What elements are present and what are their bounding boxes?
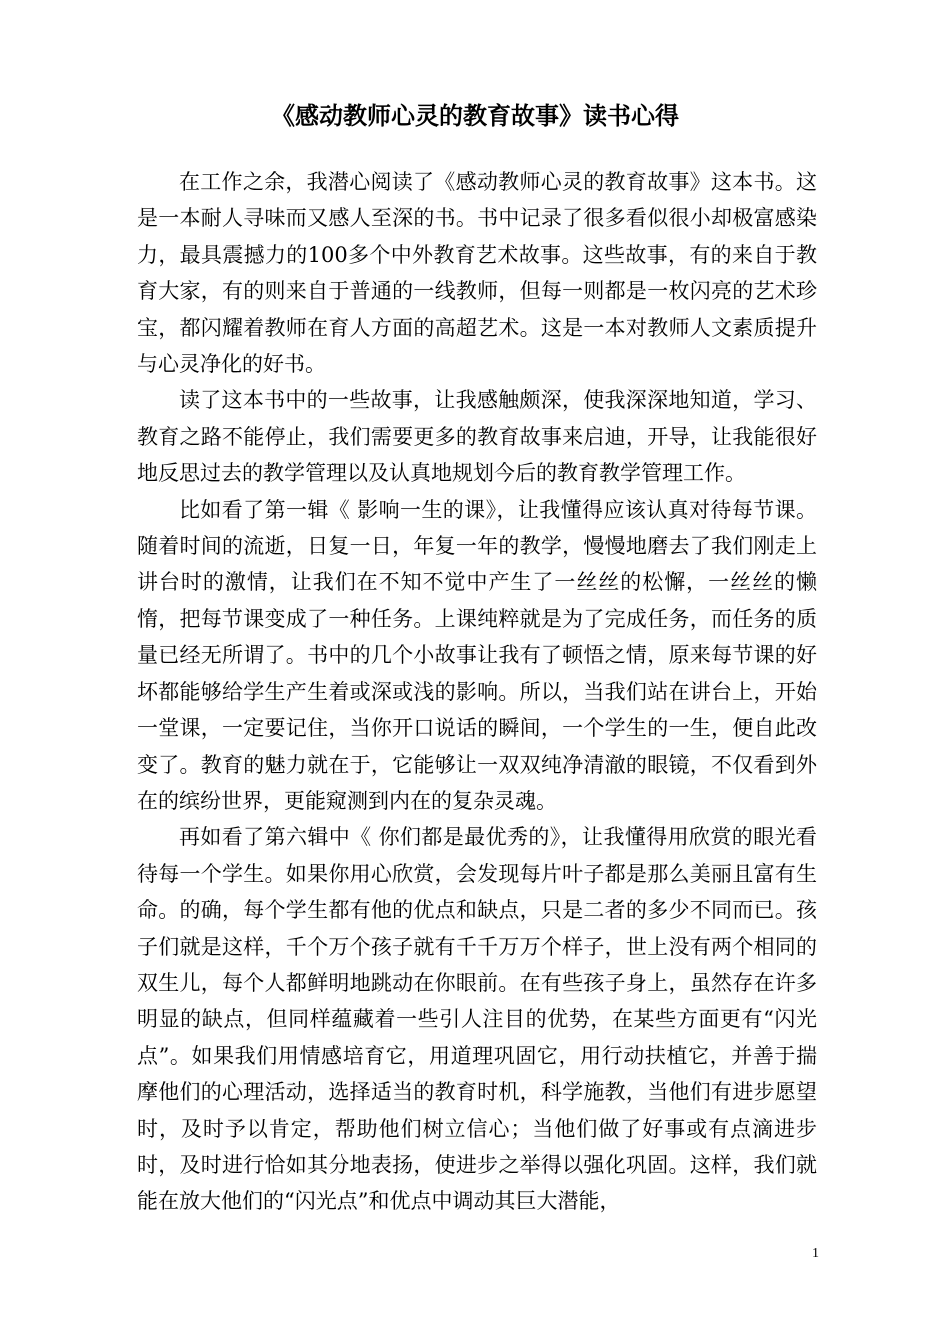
paragraph-2: 读了这本书中的一些故事，让我感触颇深，使我深深地知道，学习、教育之路不能停止，我们需要更多的教育故事来启迪，开导，让我能很好地反思过去的教学管理以及认真地规划今后的教育教学管理工作。: [137, 388, 817, 486]
paragraph-1: 在工作之余，我潜心阅读了《感动教师心灵的教育故事》这本书。这是一本耐人寻味而又感人至深的书。书中记录了很多看似很小却极富感染力，最具震撼力的100多个中外教育艺术故事。这些故事，有的来自于教育大家，有的则来自于普通的一线教师，但每一则都是一枚闪亮的艺术珍宝，都闪耀着教师在育人方面的高超艺术。这是一本对教师人文素质提升与心灵净化的好书。: [137, 170, 817, 377]
paragraph-3: 比如看了第一辑《 影响一生的课》，让我懂得应该认真对待每节课。随着时间的流逝，日复一日，年复一年的教学，慢慢地磨去了我们刚走上讲台时的激情，让我们在不知不觉中产生了一丝丝的松懈，一丝丝的懒惰，把每节课变成了一种任务。上课纯粹就是为了完成任务，而任务的质量已经无所谓了。书中的几个小故事让我有了顿悟之情，原来每节课的好坏都能够给学生产生着或深或浅的影响。所以，当我们站在讲台上，开始一堂课，一定要记住，当你开口说话的瞬间，一个学生的一生，便自此改变了。教育的魅力就在于，它能够让一双双纯净清澈的眼镜，不仅看到外在的缤纷世界，更能窥测到内在的复杂灵魂。: [137, 497, 817, 813]
document-body: [137, 164, 817, 1220]
page-number: 1: [812, 1246, 819, 1261]
document-title: 《感动教师心灵的教育故事》读书心得: [271, 102, 679, 130]
paragraph-4: 再如看了第六辑中《 你们都是最优秀的》，让我懂得用欣赏的眼光看待每一个学生。如果你用心欣赏，会发现每片叶子都是那么美丽且富有生命。的确，每个学生都有他的优点和缺点，只是二者的多少不同而已。孩子们就是这样，千个万个孩子就有千千万万个样子，世上没有两个相同的双生儿，每个人都鲜明地跳动在你眼前。在有些孩子身上，虽然存在许多明显的缺点，但同样蕴藏着一些引人注目的优势，在某些方面更有“闪光点”。如果我们用情感培育它，用道理巩固它，用行动扶植它，并善于揣摩他们的心理活动，选择适当的教育时机，科学施教，当他们有进步愿望时，及时予以肯定，帮助他们树立信心；当他们做了好事或有点滴进步时，及时进行恰如其分地表扬，使进步之举得以强化巩固。这样，我们就能在放大他们的“闪光点”和优点中调动其巨大潜能，: [137, 825, 817, 1214]
